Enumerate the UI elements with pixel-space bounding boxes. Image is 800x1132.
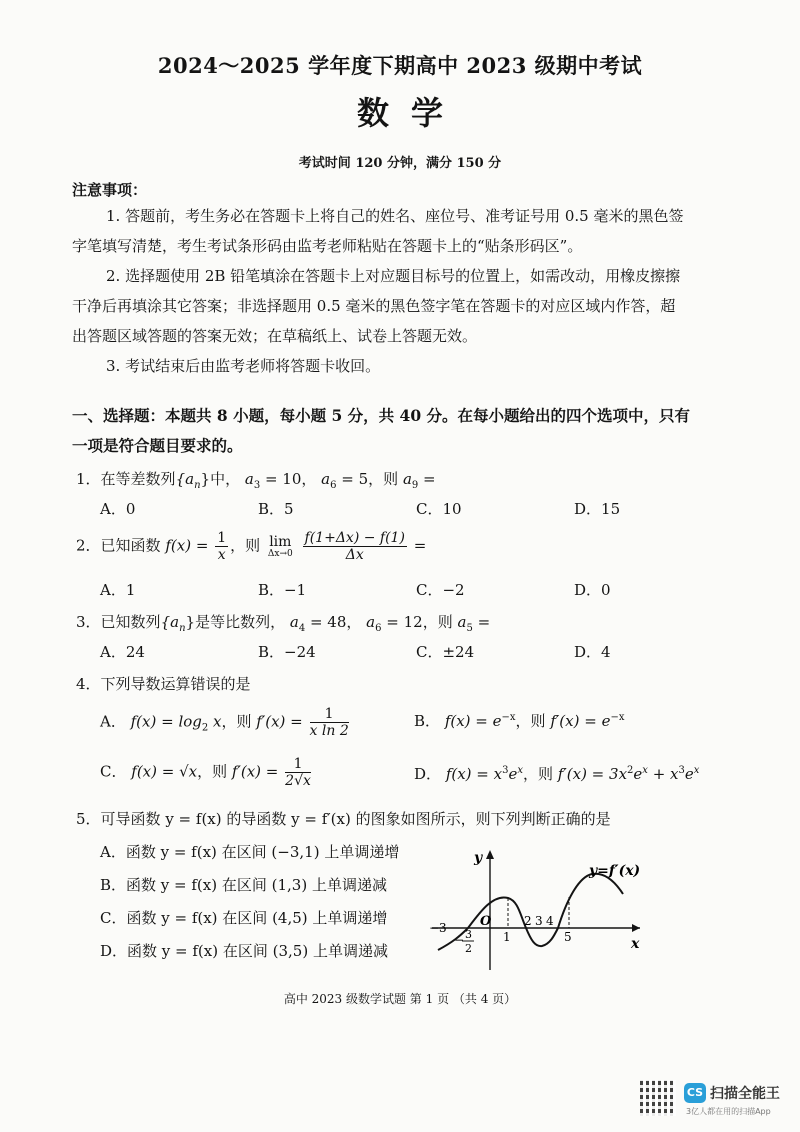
question-4: 4．下列导数运算错误的是 — [76, 675, 251, 693]
question-number: 3． — [76, 613, 101, 631]
tick-label: 2 — [524, 914, 532, 928]
notice-item-3: 3. 考试结束后由监考老师将答题卡收回。 — [106, 357, 381, 375]
scanner-tagline: 3亿人都在用的扫描App — [686, 1107, 771, 1116]
curve-label: y=f′(x) — [589, 863, 641, 879]
difference-quotient: $\frac{f(1+\Delta x) - f(1)}{\Delta x}$ — [304, 530, 405, 563]
question-number: 5． — [76, 810, 101, 828]
q4-option-a: A． $f(x) = \log_2 x$，则 f′(x) = $\frac{1}{\text{x ln 2}}$ — [100, 706, 349, 739]
exam-title: 2024～2025 学年度下期高中 2023 级期中考试 — [157, 53, 643, 78]
x-axis-arrow — [632, 924, 640, 932]
tick-label: −3 — [429, 921, 447, 935]
q2-option-d: D．0 — [574, 581, 611, 599]
notice-heading: 注意事项： — [72, 181, 148, 199]
q4-option-b: B． $f(x) = e^{-x}$，则 $f'(x) = e^{-x}$ — [414, 712, 625, 730]
notice-item-1: 1. 答题前，考生务必在答题卡上将自己的姓名、座位号、准考证号用 0.5 毫米的黑色签字笔填写清楚，考生考试条形码由监考老师粘贴在答题卡上的“贴条形码区”。 — [72, 207, 684, 255]
scanner-brand: 扫描全能王 — [710, 1086, 780, 1102]
q3-option-b: B．−24 — [258, 643, 316, 661]
limit: lim Δx→0 — [267, 533, 293, 559]
qr-pattern-icon — [640, 1080, 676, 1116]
y-axis-arrow — [486, 850, 494, 859]
question-5: 5．可导函数 y = f(x) 的导函数 y = f′(x) 的图象如图所示，则下列判断正确的是 — [76, 810, 611, 828]
question-2: 2．已知函数 f(x) = $\frac{1}{x}$ ，则 lim Δx→0 $\frac{f(1+\Delta x) - f(1)}{\Delta x}$ = — [76, 530, 427, 563]
q4-option-c: C． f(x) = √x，则 f′(x) = $\frac{1}{2√x}$ — [100, 756, 311, 789]
page-footer: 高中 2023 级数学试题 第 1 页 （共 4 页） — [283, 992, 517, 1006]
q1-option-c: C．10 — [416, 500, 462, 518]
question-number: 2． — [76, 536, 101, 555]
q2-option-b: B．−1 — [258, 581, 307, 599]
q1-option-d: D．15 — [574, 500, 621, 518]
fraction: $\frac{1}{2√x}$ — [285, 756, 311, 789]
fraction: $\frac{1}{\text{x ln 2}}$ — [309, 706, 349, 739]
q5-option-a: A．函数 y = f(x) 在区间 (−3,1) 上单调递增 — [100, 843, 400, 861]
tick-label: − — [454, 933, 465, 947]
q1-option-a: A．0 — [100, 500, 136, 518]
q1-option-b: B．5 — [258, 500, 294, 518]
question-1: 1．在等差数列$\{a_n\}$中， $a_3 = 10$， $a_6 = 5$，则 $a_9$ = — [76, 470, 436, 491]
question-3: 3．已知数列$\{a_n\}$是等比数列， $a_4 = 48$， $a_6 = 12$，则 $a_5$ = — [76, 613, 491, 634]
q5-option-d: D．函数 y = f(x) 在区间 (3,5) 上单调递减 — [100, 942, 388, 960]
qr-code — [640, 1080, 676, 1116]
y-axis-label: y — [474, 850, 483, 866]
q2-option-c: C．−2 — [416, 581, 465, 599]
exam-info: 考试时间 120 分钟，满分 150 分 — [298, 156, 502, 171]
q3-option-a: A．24 — [100, 643, 145, 661]
tick-label: 1 — [503, 930, 511, 944]
derivative-graph — [428, 842, 648, 972]
x-axis-label: x — [631, 936, 640, 952]
question-number: 4． — [76, 675, 101, 693]
origin-label: O — [480, 914, 492, 929]
q5-option-c: C．函数 y = f(x) 在区间 (4,5) 上单调递增 — [100, 909, 388, 927]
tick-label: 2 — [465, 942, 472, 955]
q4-option-d: D． $f(x) = x^3e^x$，则 $f'(x) = 3x^2e^x + x^3e^x$ — [414, 765, 700, 783]
q3-option-c: C．±24 — [416, 643, 475, 661]
notice-item-2: 2. 选择题使用 2B 铅笔填涂在答题卡上对应题目标号的位置上，如需改动，用橡皮擦擦干净后再填涂其它答案；非选择题用 0.5 毫米的黑色签字笔在答题卡的对应区域内作答，超出答题区域答题的答案无效；在草稿纸上、试卷上答题无效。 — [72, 267, 681, 345]
section-heading: 一、选择题：本题共 8 小题，每小题 5 分，共 40 分。在每小题给出的四个选项中，只有一项是符合题目要求的。 — [72, 406, 691, 455]
cs-logo: CS — [684, 1083, 706, 1103]
tick-label: 5 — [564, 930, 572, 944]
question-number: 1． — [76, 470, 101, 488]
q3-option-d: D．4 — [574, 643, 611, 661]
subject-title: 数学 — [356, 94, 465, 132]
tick-label: 3 — [465, 928, 472, 941]
q2-option-a: A．1 — [100, 581, 136, 599]
tick-label: 3 — [535, 914, 543, 928]
fraction: $\frac{1}{x}$ — [217, 530, 227, 563]
tick-label: 4 — [546, 914, 554, 928]
q5-option-b: B．函数 y = f(x) 在区间 (1,3) 上单调递减 — [100, 876, 387, 894]
